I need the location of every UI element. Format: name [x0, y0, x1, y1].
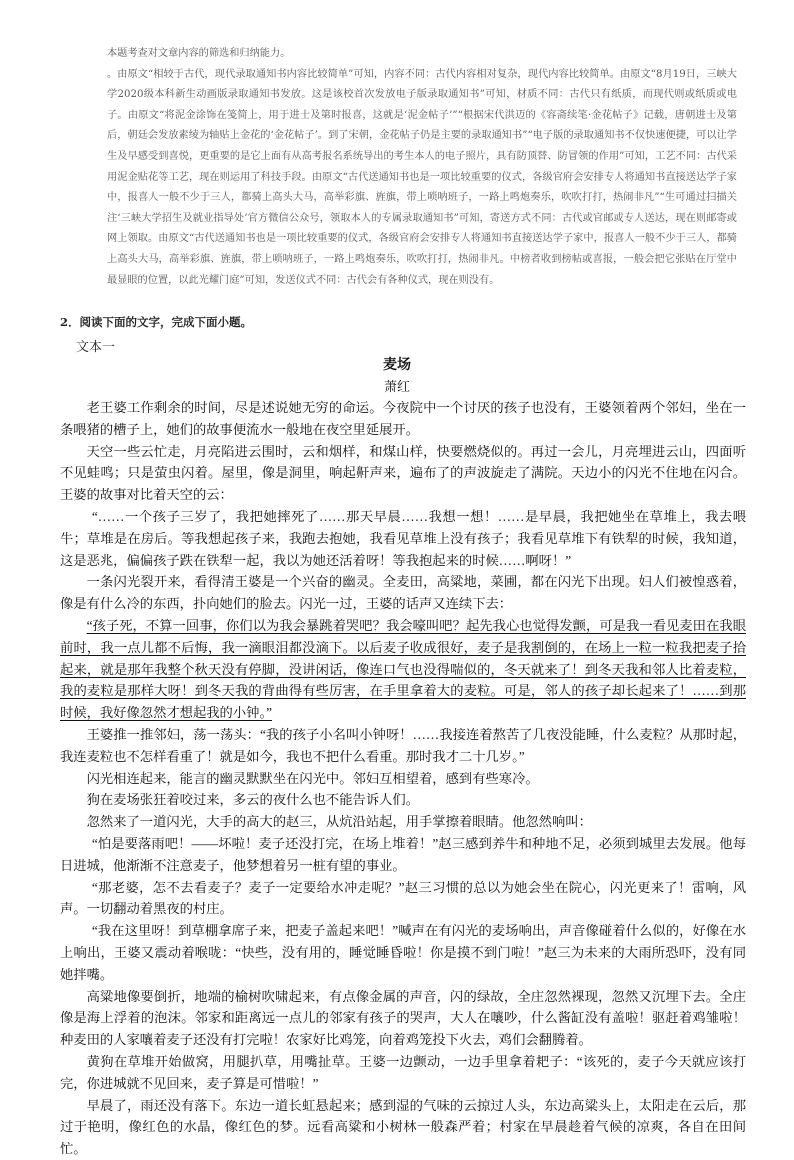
paragraph: 忽然来了一道闪光，大手的高大的赵三，从炕沿站起，用手掌擦着眼睛。他忽然响叫： — [86, 814, 592, 830]
paragraph: 高粱地像要倒折，地端的榆树吹啸起来，有点像金属的声音，闪的绿故，全庄忽然裸现，忽然又沉埋下去。全庄像是海上浮着的泡沫。邻家和距离远一点儿的邻家有孩子的哭声，大人在嚷吵，什么酱缸没有盖啦！驱赶着鸡雏啦！种麦田的人家嚷着麦子还没有打完啦！农家好比鸡笼，向着鸡笼投下火去，鸡们会翻腾着。 — [60, 988, 746, 1048]
question-heading: 2．阅读下面的文字，完成下面小题。 — [60, 315, 252, 329]
analysis-intro: 本题考查对文章内容的筛选和归纳能力。 — [107, 48, 291, 59]
paragraph: 早晨了，雨还没有落下。东边一道长虹悬起来；感到湿的气味的云掠过人头，东边高粱头上，太阳走在云后，那过于艳明，像红色的水晶，像红色的梦。远看高粱和小树林一般森严着；村家在早晨趁着气候的凉爽，各自在田间忙。 — [60, 1097, 746, 1157]
dialog-paragraph: “那老婆，怎不去看麦子？麦子一定要给水冲走呢？”赵三习惯的总以为她会坐在院心，闪光更来了！雷响，风声。一切翻动着黑夜的村庄。 — [60, 879, 746, 917]
paragraph: 闪光相连起来，能言的幽灵默默坐在闪光中。邻妇互相望着，感到有些寒冷。 — [86, 770, 539, 786]
paragraph: 一条闪光裂开来，看得清王婆是一个兴奋的幽灵。全麦田，高粱地，菜圃，都在闪光下出现。妇人们被惶惑着，像是有什么冷的东西，扑向她们的脸去。闪光一过，王婆的话声又连续下去： — [60, 574, 746, 612]
paragraph: 天空一些云忙走，月亮陷进云围时，云和烟样，和煤山样，快要燃烧似的。再过一会儿，月亮埋进云山，四面听不见蛙鸣；只是萤虫闪着。屋里，像是洞里，响起鼾声来，遍布了的声波旋走了满院。天边小的闪光不住地在闪合。王婆的故事对比着天空的云： — [60, 443, 746, 503]
paragraph: 黄狗在草堆开始做窝，用腿扒草，用嘴扯草。王婆一边颤动，一边手里拿着耙子：“该死的，麦子今天就应该打完，你进城就不见回来，麦子算是可惜啦！” — [60, 1053, 746, 1091]
dialog-paragraph: “……一个孩子三岁了，我把她摔死了……那天早晨……我想一想！……是早晨，我把她坐在草堆上，我去喂牛；草堆是在房后。等我想起孩子来，我跑去抱她，我看见草堆上没有孩子；我看见草堆下有铁犁的时候，我知道，这是恶兆，偏偏孩子跌在铁犁一起，我以为她还活着呀！等我抱起来的时候……啊呀！” — [60, 508, 746, 568]
text-label: 文本一 — [76, 339, 116, 354]
story-body — [60, 397, 746, 1160]
story-author: 萧红 — [383, 379, 410, 394]
dialog-paragraph: “怕是要落雨吧！——坏啦！麦子还没打完，在场上堆着！”赵三感到养牛和种地不足，必须到城里去发展。他每日进城，他渐渐不注意麦子，他梦想着另一桩有望的事业。 — [60, 835, 746, 873]
paragraph: 老王婆工作剩余的时间，尽是述说她无穷的命运。今夜院中一个讨厌的孩子也没有，王婆领着两个邻妇，坐在一条喂猪的槽子上，她们的故事便流水一般地在夜空里延展开。 — [60, 400, 746, 437]
paragraph: 王婆推一推邻妇，荡一荡头：“我的孩子小名叫小钟呀！……我接连着熬苦了几夜没能睡，什么麦粒？从那时起，我连麦粒也不怎样看重了！就是如今，我也不把什么看重。那时我才二十几岁。” — [60, 726, 746, 764]
story-title: 麦场 — [383, 356, 411, 372]
paragraph: 狗在麦场张狂着咬过来，多云的夜什么也不能告诉人们。 — [86, 792, 420, 808]
analysis-detail: 。由原文“相较于古代，现代录取通知书内容比较简单”可知，内容不同：古代内容相对复杂，现代内容比较简单。由原文“8月19日，三峡大学2020级本科新生动画版录取通知书发放。这是该校首次发放电子版录取通知书”可知，材质不同：古代只有纸质，而现代则或纸质或电子。由原文“将泥金涂饰在笺简上，用于进士及第时报喜，这就是‘泥金帖子’”“根据宋代洪迈的《容斋续笔·金花帖子》记载，唐朝进士及第后，朝廷会发放素绫为轴贴上金花的‘金花帖子’。到了宋朝，金花帖子仍是主要的录取通知书”“电子版的录取通知书不仅快速便捷，可以让学生及早感受到喜悦，更重要的是它上面有从高考报名系统导出的考生本人的电子照片，具有防顶替、防冒领的作用”可知，工艺不同：古代采用泥金贴花等工艺，现在则运用了科技手段。由原文“古代送通知书也是一项比较重要的仪式，各级官府会安排专人将通知书直接送达学子家中，报喜人一般不少于三人，都骑上高头大马，高举彩旗、旌旗，带上唢呐班子，一路上鸣炮奏乐，吹吹打打，热闹非凡”“生可通过扫描关注‘三峡大学招生及就业指导处’官方微信公众号，领取本人的专属录取通知书”可知，寄送方式不同：古代或官邮或专人送达，现在则邮寄或网上领取。由原文“古代送通知书也是一项比较重要的仪式，各级官府会安排专人将通知书直接送达学子家中，报喜人一般不少于三人，都骑上高头大马，高举彩旗、旌旗，带上唢呐班子，一路上鸣炮奏乐，吹吹打打，热闹非凡。中榜者收到榜帖或喜报，一般会把它张贴在厅堂中最显眼的位置，以此光耀门庭”可知，发送仪式不同：古代会有各种仪式，现在则没有。 — [107, 68, 737, 286]
underlined-quote: “孩子死，不算一回事，你们以为我会暴跳着哭吧？我会嚎叫吧？起先我心也觉得发颤，可是我一看见麦田在我眼前时，我一点儿都不后悔，我一滴眼泪都没滴下。以后麦子收成很好，麦子是我割倒的，在场上一粒一粒我把麦子拾起来，就是那年我整个秋天没有停脚，没讲闲话，像连口气也没得喘似的，冬天就来了！到冬天我和邻人比着麦粒，我的麦粒是那样大呀！到冬天我的背曲得有些厉害，在手里拿着大的麦粒。可是，邻人的孩子却长起来了！……到那时候，我好像忽然才想起我的小钟。” — [60, 617, 746, 721]
dialog-paragraph: “我在这里呀！到草棚拿席子来，把麦子盖起来吧！”喊声在有闪光的麦场响出，声音像碰着什么似的，好像在水上响出，王婆又震动着喉咙：“快些，没有用的，睡觉睡昏啦！你是摸不到门啦！”赵三为未来的大雨所恐吓，没有同她拌嘴。 — [60, 923, 746, 982]
answer-analysis — [107, 44, 737, 291]
